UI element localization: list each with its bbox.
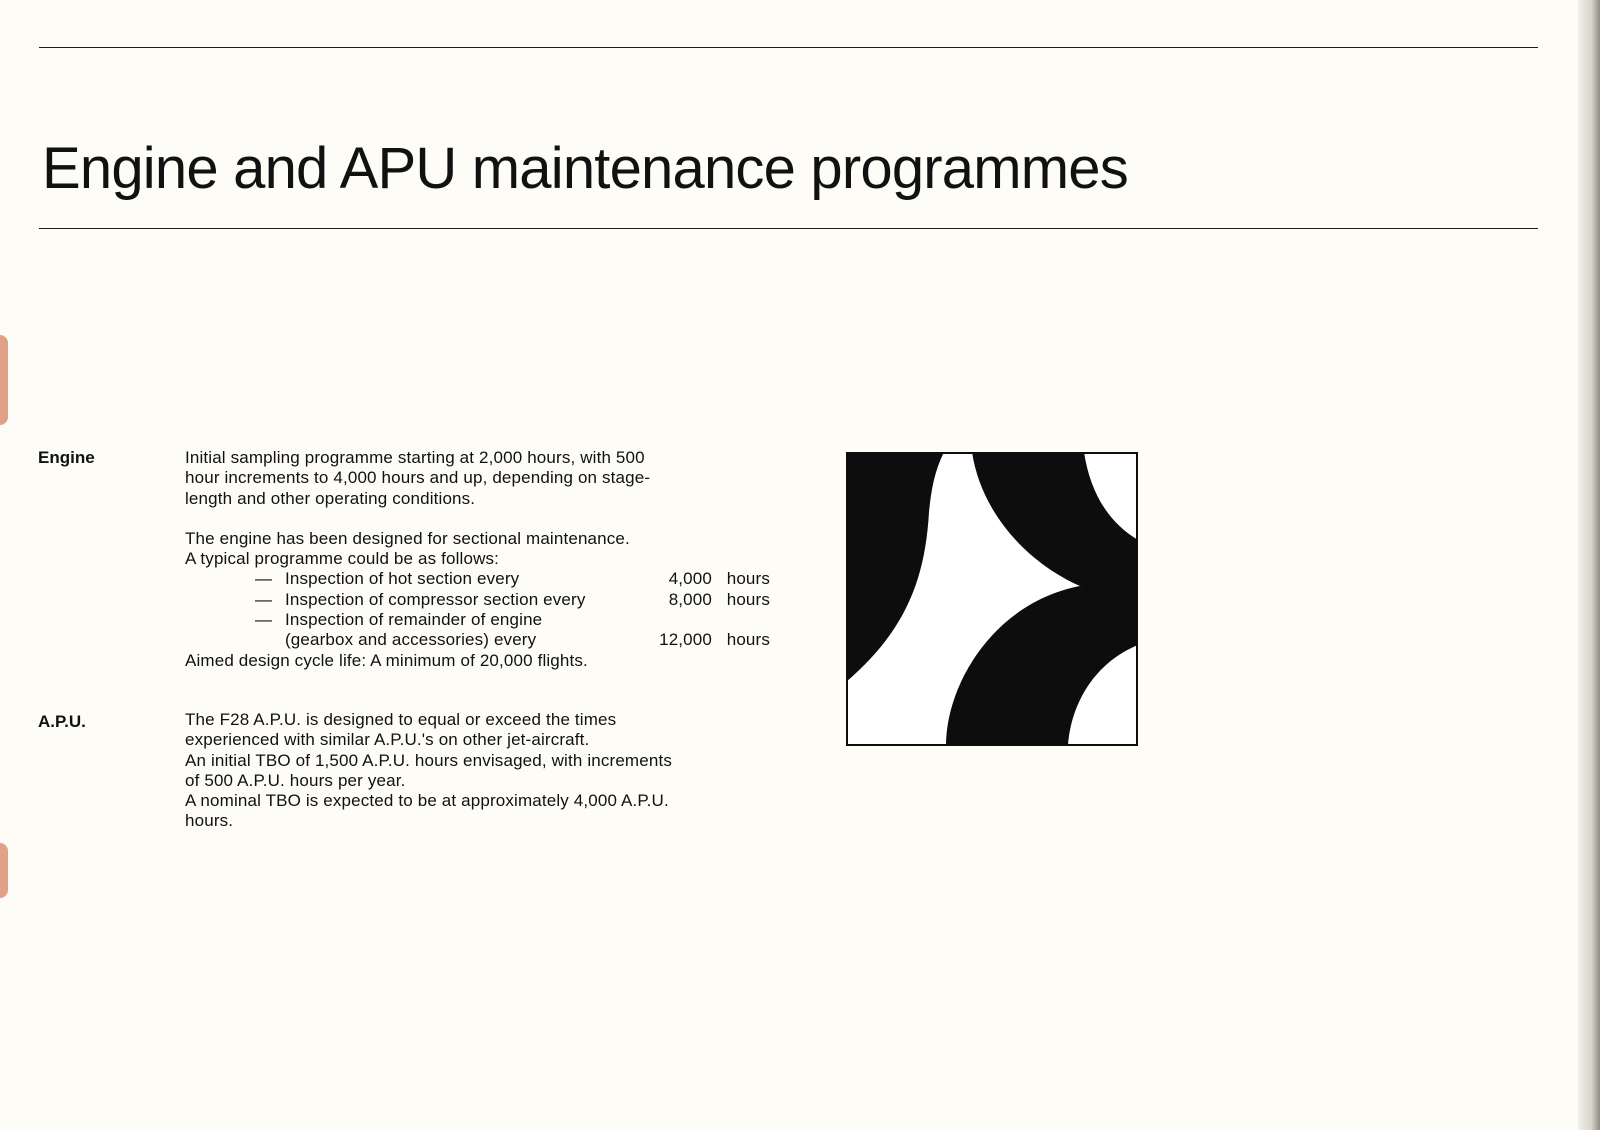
schedule-row bbox=[185, 569, 785, 589]
edge-stain bbox=[0, 335, 8, 425]
schedule-text: Inspection of compressor section every bbox=[285, 589, 586, 609]
title-rule bbox=[39, 228, 1538, 229]
schedule-text: Inspection of remainder of engine bbox=[285, 610, 543, 630]
schedule-text: (gearbox and accessories) every bbox=[285, 630, 537, 650]
apu-label: A.P.U. bbox=[38, 712, 86, 731]
apu-line: of 500 A.P.U. hours per year. bbox=[185, 770, 406, 790]
engine-section bbox=[185, 448, 785, 671]
abstract-logo-icon bbox=[846, 452, 1138, 746]
engine-label: Engine bbox=[38, 448, 95, 467]
schedule-unit: hours bbox=[726, 589, 770, 609]
top-rule bbox=[39, 47, 1538, 48]
schedule-row bbox=[185, 610, 785, 630]
schedule-dash: — bbox=[255, 610, 273, 630]
apu-line: An initial TBO of 1,500 A.P.U. hours envisaged, with increments bbox=[185, 750, 672, 770]
schedule-value: 4,000 bbox=[668, 569, 712, 589]
engine-design-line: A typical programme could be as follows: bbox=[185, 549, 500, 569]
engine-design-line: The engine has been designed for sectional maintenance. bbox=[185, 528, 630, 548]
schedule-value: 8,000 bbox=[668, 589, 712, 609]
schedule-value: 12,000 bbox=[659, 630, 712, 650]
apu-line: experienced with similar A.P.U.'s on other jet-aircraft. bbox=[185, 730, 590, 750]
apu-line: The F28 A.P.U. is designed to equal or exceed the times bbox=[185, 710, 617, 729]
engine-intro-line: hour increments to 4,000 hours and up, depending on stage- bbox=[185, 468, 651, 488]
schedule-dash: — bbox=[255, 569, 273, 589]
apu-section bbox=[185, 710, 785, 832]
apu-line: hours. bbox=[185, 811, 234, 831]
schedule-unit: hours bbox=[726, 569, 770, 589]
edge-stain bbox=[0, 843, 8, 898]
schedule-unit: hours bbox=[726, 630, 770, 650]
page-edge bbox=[1578, 0, 1600, 1130]
schedule-row bbox=[185, 630, 785, 650]
engine-intro-line: length and other operating conditions. bbox=[185, 488, 476, 508]
engine-cycle-life: Aimed design cycle life: A minimum of 20,000 flights. bbox=[185, 650, 588, 670]
engine-intro-line: Initial sampling programme starting at 2,000 hours, with 500 bbox=[185, 448, 645, 467]
schedule-text: Inspection of hot section every bbox=[285, 569, 520, 589]
page-title: Engine and APU maintenance programmes bbox=[42, 136, 1128, 201]
apu-line: A nominal TBO is expected to be at approximately 4,000 A.P.U. bbox=[185, 791, 669, 811]
schedule-row bbox=[185, 590, 785, 610]
schedule-dash: — bbox=[255, 589, 273, 609]
